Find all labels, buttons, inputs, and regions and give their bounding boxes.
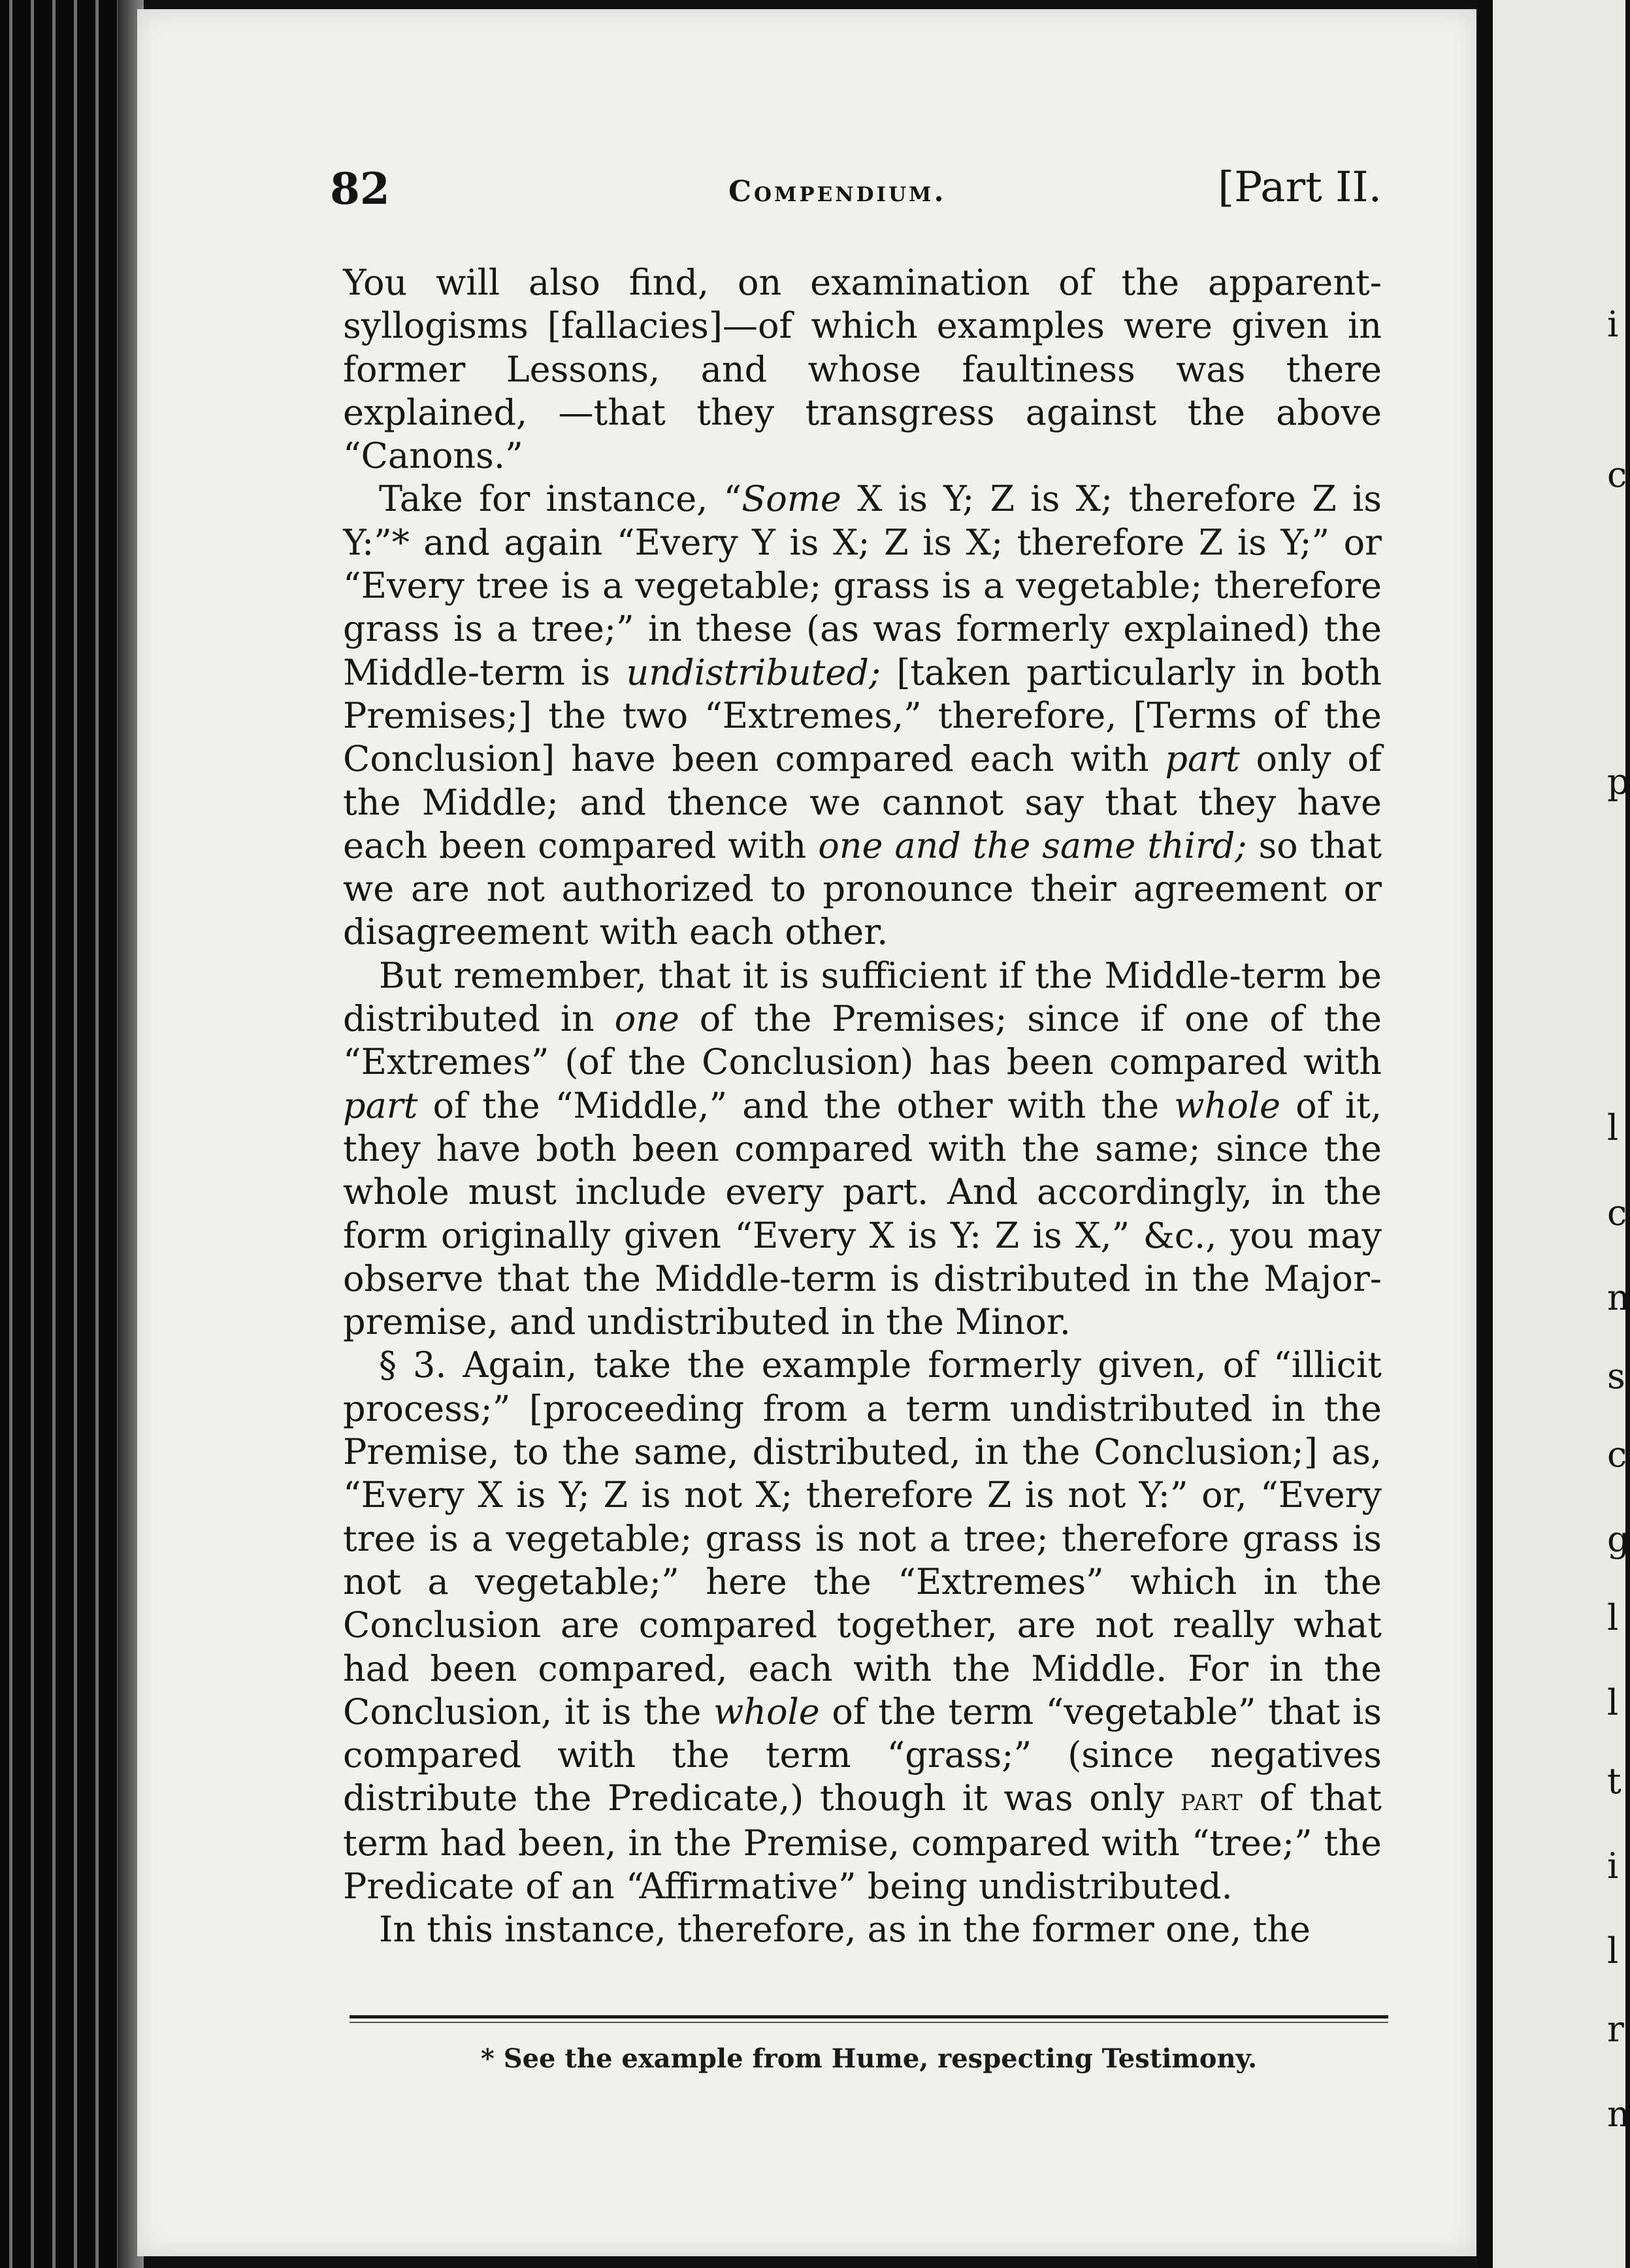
page-number: 82	[330, 163, 390, 214]
paragraph-1: You will also find, on examination of the apparent-syllogisms [fallacies]—of which examples were given in former Lessons, and whose faultiness was there explained, —that they transgress against the above “Canons.”	[343, 262, 1382, 477]
paragraph-3: But remember, that it is sufficient if the Middle-term be distributed in one of the Premises; since if one of the “Extremes” (of the Conclusion) has been compared with part of the “Middle,” and the other with the whole of it, they have both been compared with the same; since the whole must include every part. And accordingly, in the form originally given “Every X is Y: Z is X,” &c., you may observe that the Middle-term is distributed in the Major-premise, and undistributed in the Minor.	[343, 954, 1382, 1343]
margin-letter: r	[1607, 2009, 1624, 2050]
facing-page	[1493, 0, 1625, 2268]
footnote-rule-thin	[350, 2022, 1388, 2023]
margin-letter: l	[1607, 1682, 1619, 1723]
margin-letter: l	[1607, 1930, 1619, 1971]
margin-letter: n	[1607, 1277, 1630, 1318]
running-title: Compendium.	[728, 175, 947, 208]
footnote: * See the example from Hume, respecting Testimony.	[480, 2043, 1258, 2074]
margin-letter: i	[1607, 1845, 1619, 1887]
footnote-rule	[350, 2015, 1388, 2018]
margin-letter: l	[1607, 1107, 1619, 1148]
margin-letter: c	[1607, 1434, 1627, 1475]
margin-letter: l	[1607, 1597, 1619, 1638]
paragraph-2: Take for instance, “Some X is Y; Z is X; therefore Z is Y:”* and again “Every Y is X; Z is X; therefore Z is Y;” or “Every tree is a vegetable; grass is a vegetable; therefore grass is a tree;” in these (as was formerly explained) the Middle-term is undistributed; [taken particularly in both Premises;] the two “Extremes,” therefore, [Terms of the Conclusion] have been compared each with part only of the Middle; and thence we cannot say that they have each been compared with one and the same third; so that we are not authorized to pronounce their agreement or disagreement with each other.	[343, 478, 1382, 953]
margin-letter: t	[1607, 1760, 1622, 1802]
margin-letter: c	[1607, 454, 1627, 495]
paragraph-4: § 3. Again, take the example formerly given, of “illicit process;” [proceeding from a term undistributed in the Premise, to the same, distributed, in the Conclusion;] as, “Every X is Y; Z is not X; therefore Z is not Y:” or, “Every tree is a vegetable; grass is not a tree; therefore grass is not a vegetable;” here the “Extremes” which in the Conclusion are compared together, are not really what had been compared, each with the Middle. For in the Conclusion, it is the whole of the term “vegetable” that is compared with the term “grass;” (since negatives distribute the Predicate,) though it was only part of that term had been, in the Premise, compared with “tree;” the Predicate of an “Affirmative” being undistributed.	[343, 1344, 1382, 1907]
margin-letter: n	[1607, 2094, 1630, 2135]
margin-letter: p	[1607, 761, 1630, 802]
margin-letter: s	[1607, 1355, 1625, 1397]
facing-page-margin-text	[1607, 0, 1630, 2268]
page-gutter	[1478, 0, 1493, 2268]
margin-letter: i	[1607, 304, 1619, 345]
paragraph-5: In this instance, therefore, as in the former one, the	[379, 1909, 1311, 1951]
margin-letter: c	[1607, 1192, 1627, 1233]
running-header	[330, 163, 1382, 222]
margin-letter: g	[1607, 1519, 1630, 1560]
part-label: [Part II.	[1218, 163, 1382, 212]
page-body-text	[343, 261, 1382, 1952]
